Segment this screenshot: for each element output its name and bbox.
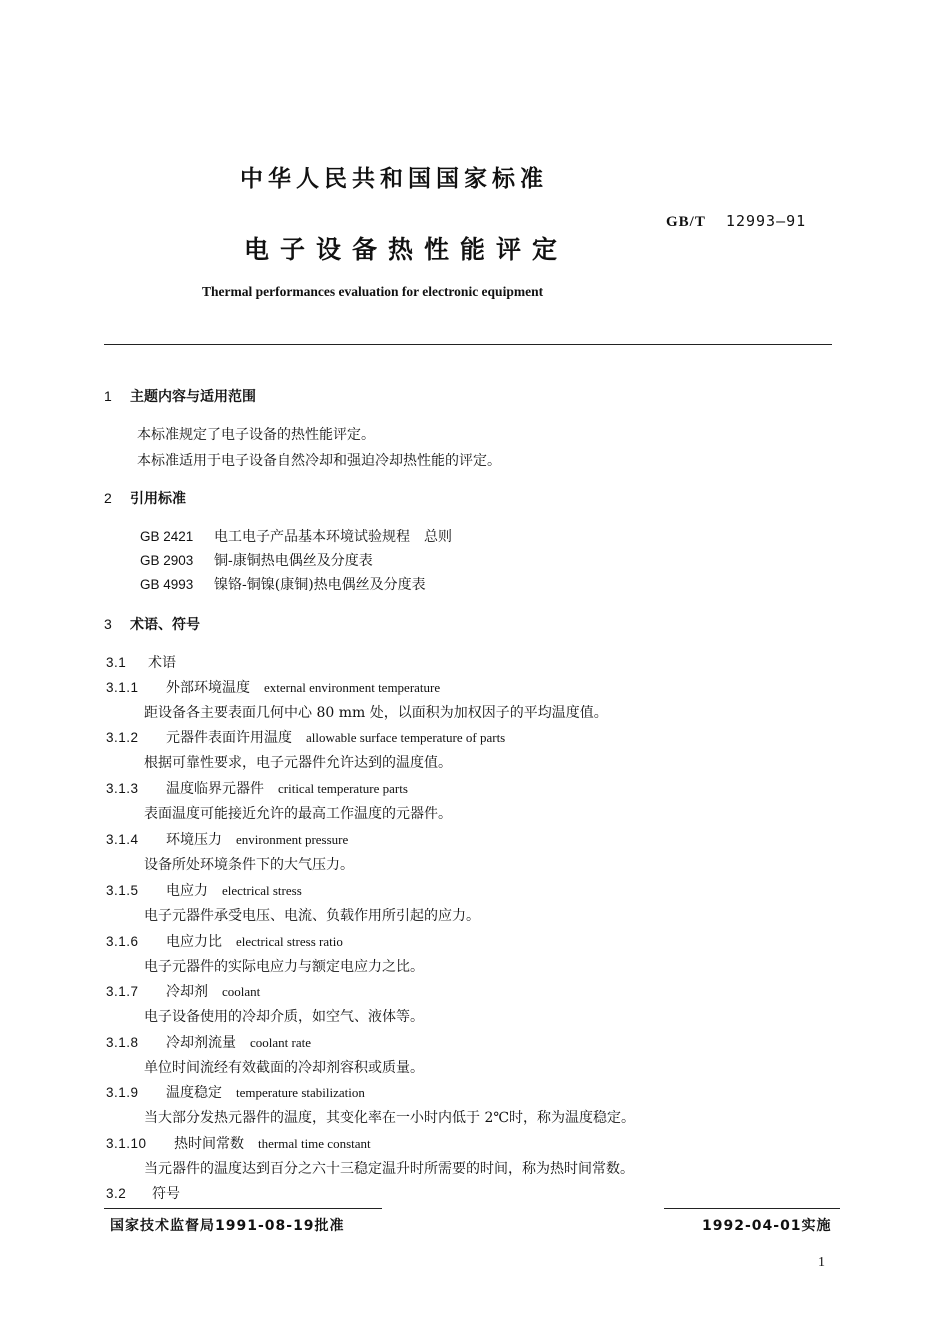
term-definition: 当元器件的温度达到百分之六十三稳定温升时所需要的时间，称为热时间常数。 bbox=[144, 1161, 634, 1177]
reference-code: GB 4993 bbox=[140, 577, 194, 592]
reference-code: GB 2903 bbox=[140, 553, 194, 568]
reference-code: GB 2421 bbox=[140, 529, 194, 544]
term-name-en: electrical stress bbox=[222, 883, 302, 898]
term-heading bbox=[106, 931, 343, 951]
section-number: 2 bbox=[104, 490, 112, 506]
term-name-cn: 温度临界元器件 bbox=[166, 781, 264, 797]
term-name-cn: 热时间常数 bbox=[174, 1136, 244, 1152]
reference-item bbox=[140, 550, 373, 570]
section-3-heading bbox=[104, 614, 200, 634]
term-heading bbox=[106, 1032, 311, 1052]
term-definition: 设备所处环境条件下的大气压力。 bbox=[144, 857, 354, 873]
term-name-en: critical temperature parts bbox=[278, 781, 408, 796]
implementation-date: 1992-04-01实施 bbox=[702, 1218, 832, 1234]
header-divider bbox=[104, 344, 832, 345]
term-heading bbox=[106, 880, 302, 900]
term-number: 3.1.4 bbox=[106, 832, 139, 847]
term-name-cn: 环境压力 bbox=[166, 832, 222, 848]
section-title: 主题内容与适用范围 bbox=[130, 389, 256, 405]
term-definition: 距设备各主要表面几何中心 80 mm 处，以面积为加权因子的平均温度值。 bbox=[144, 705, 608, 721]
term-name-en: coolant bbox=[222, 984, 261, 999]
section-number: 1 bbox=[104, 388, 112, 404]
reference-title: 电工电子产品基本环境试验规程 总则 bbox=[214, 529, 452, 545]
subsection-number: 3.1 bbox=[106, 655, 127, 670]
term-number: 3.1.5 bbox=[106, 883, 139, 898]
term-number: 3.1.2 bbox=[106, 730, 139, 745]
term-heading bbox=[106, 727, 505, 747]
document-title-en: Thermal performances evaluation for electronic equipment bbox=[202, 284, 544, 299]
subsection-title: 符号 bbox=[152, 1186, 180, 1202]
reference-item bbox=[140, 574, 426, 594]
national-standard-heading: 中华人民共和国国家标准 bbox=[240, 166, 548, 192]
subsection-number: 3.2 bbox=[106, 1186, 127, 1201]
section-number: 3 bbox=[104, 616, 112, 632]
subsection-3-1-heading bbox=[106, 652, 176, 672]
term-name-en: coolant rate bbox=[250, 1035, 311, 1050]
term-definition: 单位时间流经有效截面的冷却剂容积或质量。 bbox=[144, 1060, 424, 1076]
term-definition: 根据可靠性要求，电子元器件允许达到的温度值。 bbox=[144, 755, 452, 771]
term-name-cn: 外部环境温度 bbox=[166, 680, 250, 696]
term-definition: 电子元器件承受电压、电流、负载作用所引起的应力。 bbox=[144, 908, 480, 924]
section-title: 引用标准 bbox=[130, 491, 186, 507]
term-number: 3.1.3 bbox=[106, 781, 139, 796]
paragraph: 本标准适用于电子设备自然冷却和强迫冷却热性能的评定。 bbox=[137, 453, 501, 469]
term-definition: 电子元器件的实际电应力与额定电应力之比。 bbox=[144, 959, 424, 975]
reference-item bbox=[140, 526, 452, 546]
term-name-en: thermal time constant bbox=[258, 1136, 371, 1151]
page-number: 1 bbox=[818, 1255, 825, 1270]
term-number: 3.1.10 bbox=[106, 1136, 147, 1151]
reference-title: 镍铬-铜镍(康铜)热电偶丝及分度表 bbox=[214, 577, 426, 593]
term-definition: 当大部分发热元器件的温度，其变化率在一小时内低于 2℃时，称为温度稳定。 bbox=[144, 1110, 636, 1126]
term-heading bbox=[106, 677, 440, 697]
footer-divider-right bbox=[664, 1208, 840, 1209]
paragraph: 本标准规定了电子设备的热性能评定。 bbox=[137, 427, 375, 443]
subsection-3-2-heading bbox=[106, 1183, 180, 1203]
term-number: 3.1.8 bbox=[106, 1035, 139, 1050]
subsection-title: 术语 bbox=[148, 655, 176, 671]
term-name-en: electrical stress ratio bbox=[236, 934, 343, 949]
section-1-heading bbox=[104, 386, 256, 406]
term-name-cn: 冷却剂 bbox=[166, 984, 208, 1000]
document-title-cn: 电子设备热性能评定 bbox=[244, 235, 569, 264]
term-heading bbox=[106, 778, 408, 798]
section-title: 术语、符号 bbox=[130, 617, 200, 633]
standard-code-number: 12993—91 bbox=[725, 212, 807, 230]
term-heading bbox=[106, 981, 260, 1001]
term-number: 3.1.1 bbox=[106, 680, 139, 695]
reference-title: 铜-康铜热电偶丝及分度表 bbox=[214, 553, 373, 569]
term-name-cn: 冷却剂流量 bbox=[166, 1035, 236, 1051]
term-name-en: environment pressure bbox=[236, 832, 349, 847]
term-name-en: allowable surface temperature of parts bbox=[306, 730, 506, 745]
term-definition: 表面温度可能接近允许的最高工作温度的元器件。 bbox=[144, 806, 452, 822]
term-number: 3.1.7 bbox=[106, 984, 139, 999]
standard-code bbox=[666, 212, 806, 231]
term-definition: 电子设备使用的冷却介质，如空气、液体等。 bbox=[144, 1009, 424, 1025]
term-heading bbox=[106, 1082, 365, 1102]
term-name-cn: 电应力比 bbox=[166, 934, 222, 950]
term-name-en: external environment temperature bbox=[264, 680, 441, 695]
term-name-en: temperature stabilization bbox=[236, 1085, 365, 1100]
term-heading bbox=[106, 1133, 371, 1153]
standard-code-prefix: GB/T bbox=[666, 214, 706, 230]
term-heading bbox=[106, 829, 348, 849]
approval-date: 国家技术监督局1991-08-19批准 bbox=[110, 1218, 345, 1234]
section-2-heading bbox=[104, 488, 186, 508]
term-name-cn: 温度稳定 bbox=[166, 1085, 222, 1101]
term-name-cn: 元器件表面许用温度 bbox=[166, 730, 292, 746]
term-number: 3.1.6 bbox=[106, 934, 139, 949]
footer-divider-left bbox=[104, 1208, 382, 1209]
term-name-cn: 电应力 bbox=[166, 883, 208, 899]
term-number: 3.1.9 bbox=[106, 1085, 139, 1100]
